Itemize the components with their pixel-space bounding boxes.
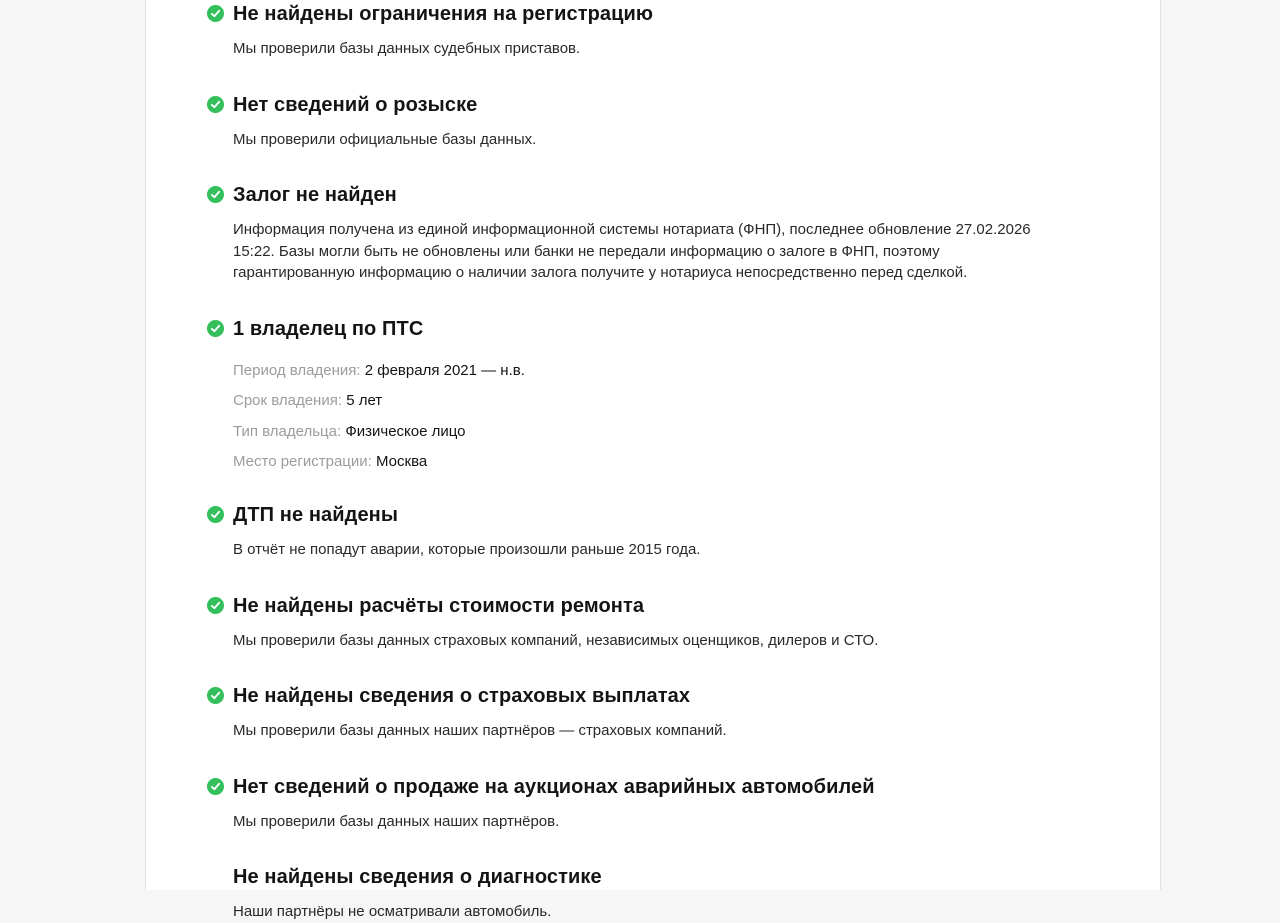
section-description: Мы проверили официальные базы данных.	[233, 130, 537, 148]
report-section	[146, 93, 1160, 151]
section-description: Мы проверили базы данных страховых компаний, независимых оценщиков, дилеров и СТО.	[233, 631, 879, 649]
section-title: Не найдены сведения о диагностике	[233, 866, 602, 888]
detail-row	[233, 363, 1160, 379]
report-section	[146, 183, 1160, 284]
detail-row	[233, 454, 1160, 470]
report-section	[146, 684, 1160, 742]
section-title: Нет сведений о продаже на аукционах аварийных автомобилей	[233, 775, 875, 798]
section-title: Нет сведений о розыске	[233, 93, 478, 116]
section-title: Не найдены сведения о страховых выплатах	[233, 685, 691, 707]
check-circle-icon	[207, 778, 224, 795]
check-circle-icon	[207, 320, 224, 337]
detail-value: Физическое лицо	[345, 422, 466, 440]
section-title: 1 владелец по ПТС	[233, 317, 424, 340]
report-section	[146, 503, 1160, 561]
report-section	[146, 775, 1160, 833]
detail-label: Период владения:	[233, 361, 361, 379]
detail-value: 2 февраля 2021 — н.в.	[364, 361, 525, 379]
detail-value: Москва	[376, 453, 428, 470]
report-panel	[145, 0, 1161, 920]
section-title: Залог не найден	[233, 184, 397, 206]
report-sections-list	[146, 0, 1160, 923]
section-description: Мы проверили базы данных наших партнёров — страховых компаний.	[233, 722, 727, 739]
report-section	[146, 317, 1160, 471]
detail-label: Место регистрации:	[233, 453, 372, 470]
section-description: Информация получена из единой информационной системы нотариата (ФНП), последнее обновление 27.02.2026 15:22. Базы могли быть не обновлены или банки не передали информацию о залоге в ФНП, поэтому гарантированную информацию о наличии залога получите у нотариуса непосредственно перед сделкой.	[233, 221, 1031, 281]
report-section	[146, 2, 1160, 60]
check-circle-icon	[207, 506, 224, 523]
section-description: Наши партнёры не осматривали автомобиль.	[233, 903, 552, 920]
detail-row	[233, 393, 1160, 409]
section-description: Мы проверили базы данных судебных приставов.	[233, 40, 581, 57]
report-section	[146, 594, 1160, 652]
section-title: ДТП не найдены	[233, 504, 399, 526]
detail-label: Тип владельца:	[233, 422, 342, 440]
check-circle-icon	[207, 5, 224, 22]
check-circle-icon	[207, 687, 224, 704]
detail-label: Срок владения:	[233, 392, 343, 409]
section-title: Не найдены ограничения на регистрацию	[233, 3, 654, 25]
check-circle-icon	[207, 597, 224, 614]
detail-row	[233, 424, 1160, 440]
detail-value: 5 лет	[346, 392, 383, 409]
section-description: В отчёт не попадут аварии, которые произошли раньше 2015 года.	[233, 541, 701, 558]
check-circle-icon	[207, 186, 224, 203]
ownership-details	[233, 363, 1160, 471]
check-circle-icon	[207, 96, 224, 113]
section-title: Не найдены расчёты стоимости ремонта	[233, 594, 645, 617]
report-section	[146, 865, 1160, 923]
section-description: Мы проверили базы данных наших партнёров.	[233, 812, 560, 830]
